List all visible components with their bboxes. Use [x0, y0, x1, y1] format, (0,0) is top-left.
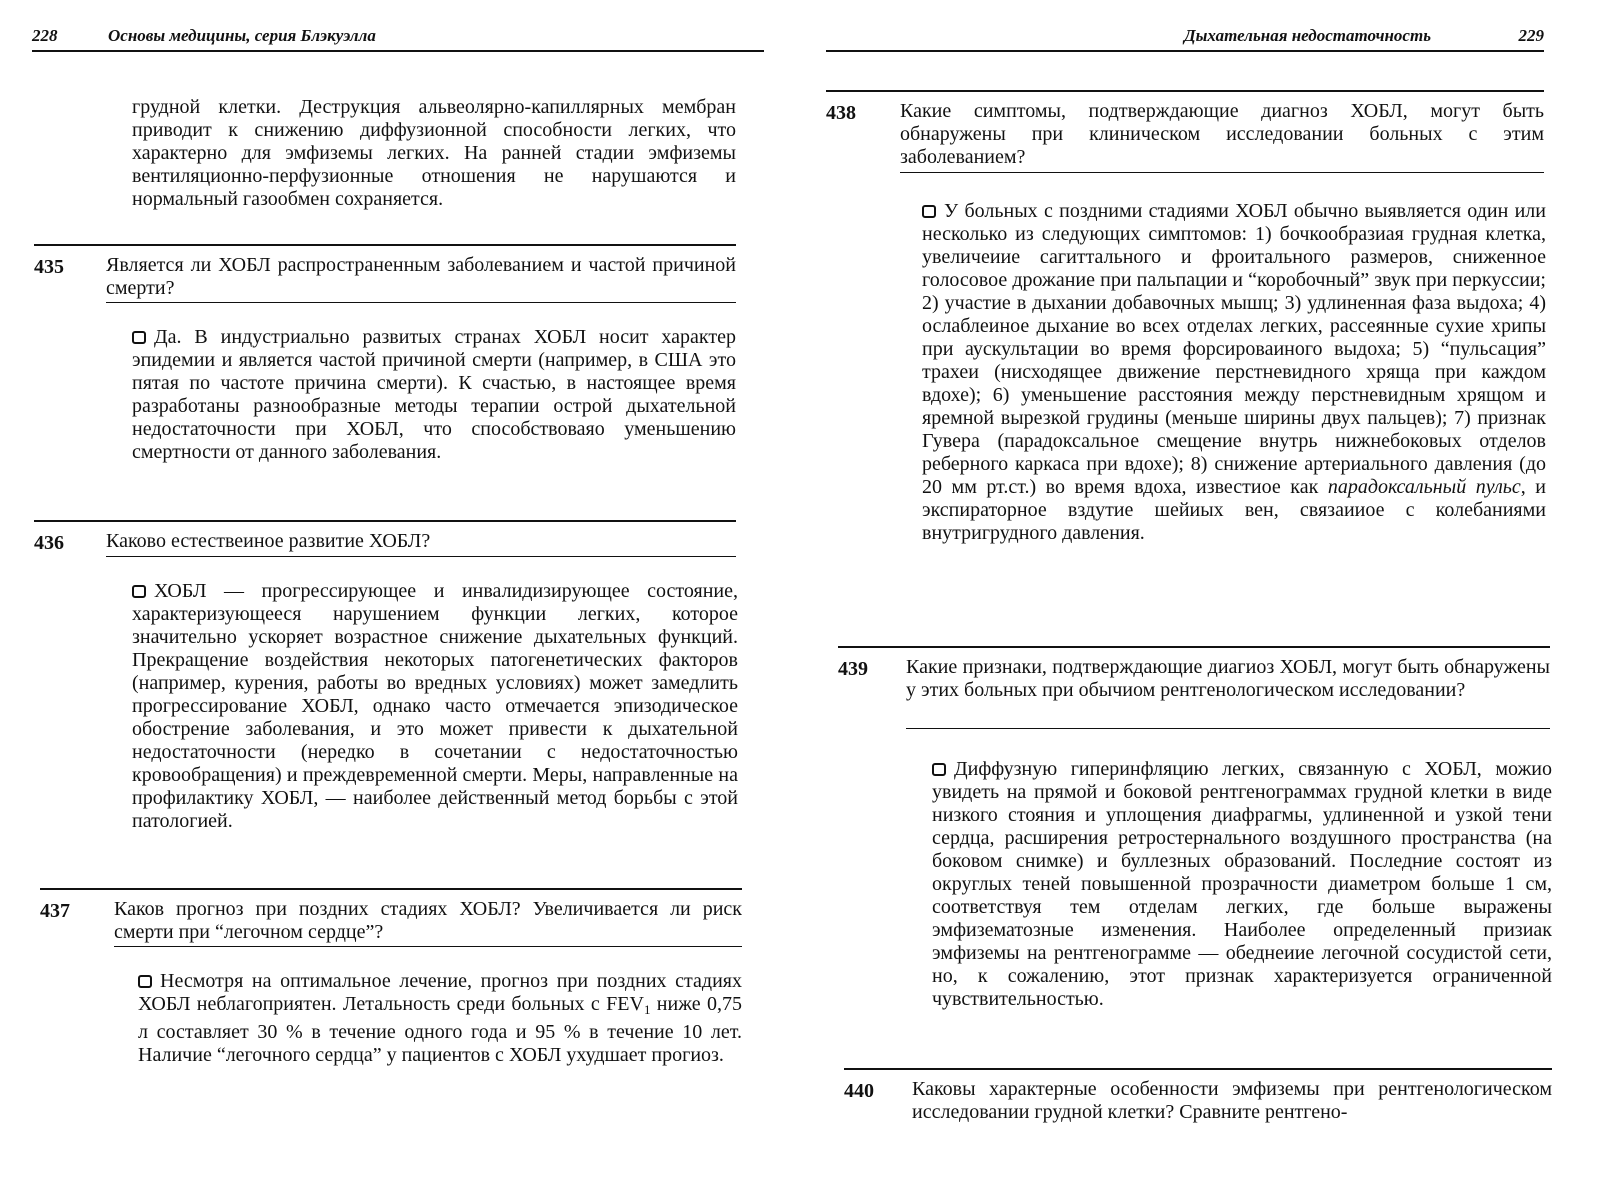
- question-text: Каково естествеиное развитие ХОБЛ?: [106, 530, 431, 552]
- checkbox-icon: [132, 585, 146, 598]
- question-text: Каков прогноз при поздних стадиях ХОБЛ? Увеличивается ли риск смерти при “легочном сердце”?: [114, 898, 742, 943]
- right-running-title: Дыхательная недостаточность: [1184, 26, 1431, 45]
- question-rule: [826, 90, 1544, 92]
- question-text: Каковы характерные особенности эмфиземы при рентгенологическом исследовании грудной клетки? Сравните рентгено-: [912, 1078, 1552, 1123]
- continuation-text: грудной клетки. Деструкция альвеолярно-капиллярных мембран приводит к снижению диффузионной способности легких, что характерно для эмфиземы легких. На ранней стадии эмфиземы вентиляционно-перфузионные отношения не нарушаются и нормальный газообмен сохраняется.: [132, 96, 736, 210]
- right-page-number: 229: [1518, 26, 1544, 45]
- question-rule: [106, 556, 736, 557]
- question-rule: [906, 728, 1550, 729]
- question-437: [40, 888, 742, 950]
- question-438: [826, 90, 1544, 174]
- question-rule: [844, 1068, 1552, 1070]
- question-number: 436: [34, 532, 64, 554]
- question-440: [844, 1068, 1552, 1138]
- question-text: Какие признаки, подтверждающие диагиоз ХОБЛ, могут быть обнаружены у этих больных при обычиом рентгенологическом исследовании?: [906, 656, 1550, 701]
- right-running-head: [826, 24, 1544, 52]
- left-page: [0, 0, 790, 1199]
- left-running-title: Основы медицины, серия Блэкуэлла: [108, 26, 376, 45]
- checkbox-icon: [932, 763, 946, 776]
- right-page: [820, 0, 1600, 1199]
- question-439: [838, 646, 1550, 730]
- answer-435: Да. В индустриально развитых странах ХОБЛ носит характер эпидемии и является частой причиной смерти (например, в США это пятая по частоте причина смерти). К счастью, в настоящее время разработаны разнообразные методы терапии острой дыхательной недостаточности при ХОБЛ, что способствоваяо уменьшению смертности от данного заболевания.: [132, 326, 736, 463]
- answer-438: У больных с поздними стадиями ХОБЛ обычно выявляется один или несколько из следующих симптомов: 1) бочкообразиая грудная клетка, увеличеиие сагиттального и фроитального размеров, сниженное голосовое дрожание при пальпации и “коробочный” звук при перкуссии; 2) участие в дыхании добавочных мышц; 3) удлиненная фаза выдоха; 4) ослаблеиное дыхание во всех отделах легких, рассеянные сухие хрипы при аускультации во время форсироваиного выдоха; 5) “пульсация” трахеи (нисходящее движение перстневидного хряща при каждом вдохе); 6) уменьшение расстояния между перстневидным хрящом и яремной вырезкой грудины (меньше ширины двух пальцев); 7) признак Гувера (парадоксальное смещение внутрь нижнебоковых отделов реберного каркаса при вдохе); 8) снижение артериального давления (до 20 мм рт.ст.) во время вдоха, известиое как парадоксальный пульс, и экспираторное вздутие шейиых вен, связаииое с колебаниями внутригрудного давления.: [922, 200, 1547, 544]
- question-rule: [106, 302, 736, 303]
- checkbox-icon: [922, 205, 936, 218]
- answer-439: Диффузную гиперинфляцию легких, связанную с ХОБЛ, можио увидеть на прямой и боковой рентгенограммах грудной клетки в виде низкого стояния и уплощения диафрагмы, удлиненной и узкой тени сердца, расширения ретростернального воздушного пространства (на боковом снимке) и буллезных образований. Последние состоят из округлых теней повышенной прозрачности диаметром больше 1 см, соответствуя тем отделам легких, где больше выражены эмфизематозные изменения. Наиболее определенный призиак эмфиземы на рентгенограмме — обеднеиие легочной сосудистой сети, но, к сожалению, этот признак характеризуется ограниченной чувствительностью.: [932, 758, 1552, 1010]
- question-rule: [34, 244, 736, 246]
- question-number: 440: [844, 1080, 874, 1102]
- question-436: [34, 520, 736, 560]
- question-rule: [900, 172, 1544, 173]
- question-number: 439: [838, 658, 868, 680]
- checkbox-icon: [138, 975, 152, 988]
- question-number: 435: [34, 256, 64, 278]
- question-number: 438: [826, 102, 856, 124]
- question-rule: [34, 520, 736, 522]
- question-435: [34, 244, 736, 304]
- answer-436: ХОБЛ — прогрессирующее и инвалидизирующее состояние, характеризующееся нарушением функции легких, которое значительно ускоряет возрастное снижение дыхательных функций. Прекращение воздействия некоторых патогенетических факторов (например, курения, работы во вредных условиях) может замедлить прогрессирование ХОБЛ, однако часто отмечается эпизодическое обострение заболевания, и это может привести к дыхательной недостаточности (нередко в сочетании с недостаточностью кровообращения) и преждевременной смерти. Меры, направленные на профилактику ХОБЛ, — наиболее действенный метод борьбы с этой патологией.: [132, 580, 738, 832]
- question-rule: [114, 946, 742, 947]
- question-rule: [838, 646, 1550, 648]
- left-running-head: [32, 24, 764, 52]
- question-text: Какие симптомы, подтверждающие диагноз ХОБЛ, могут быть обнаружены при клиническом исследовании больных с этим заболеванием?: [900, 100, 1544, 168]
- question-number: 437: [40, 900, 70, 922]
- checkbox-icon: [132, 331, 146, 344]
- question-rule: [40, 888, 742, 890]
- answer-437: Несмотря на оптимальное лечение, прогноз при поздних стадиях ХОБЛ неблагоприятен. Летальность среди больных с $FEV_1$ ниже 0,75 л составляет 30 % в течение одного года и 95 % в течение 10 лет. Наличие “легочного сердца” у пациентов с ХОБЛ ухудшает прогиоз.: [138, 970, 743, 1066]
- left-page-number: 228: [32, 26, 58, 45]
- question-text: Является ли ХОБЛ распространенным заболеванием и частой причиной смерти?: [106, 254, 736, 299]
